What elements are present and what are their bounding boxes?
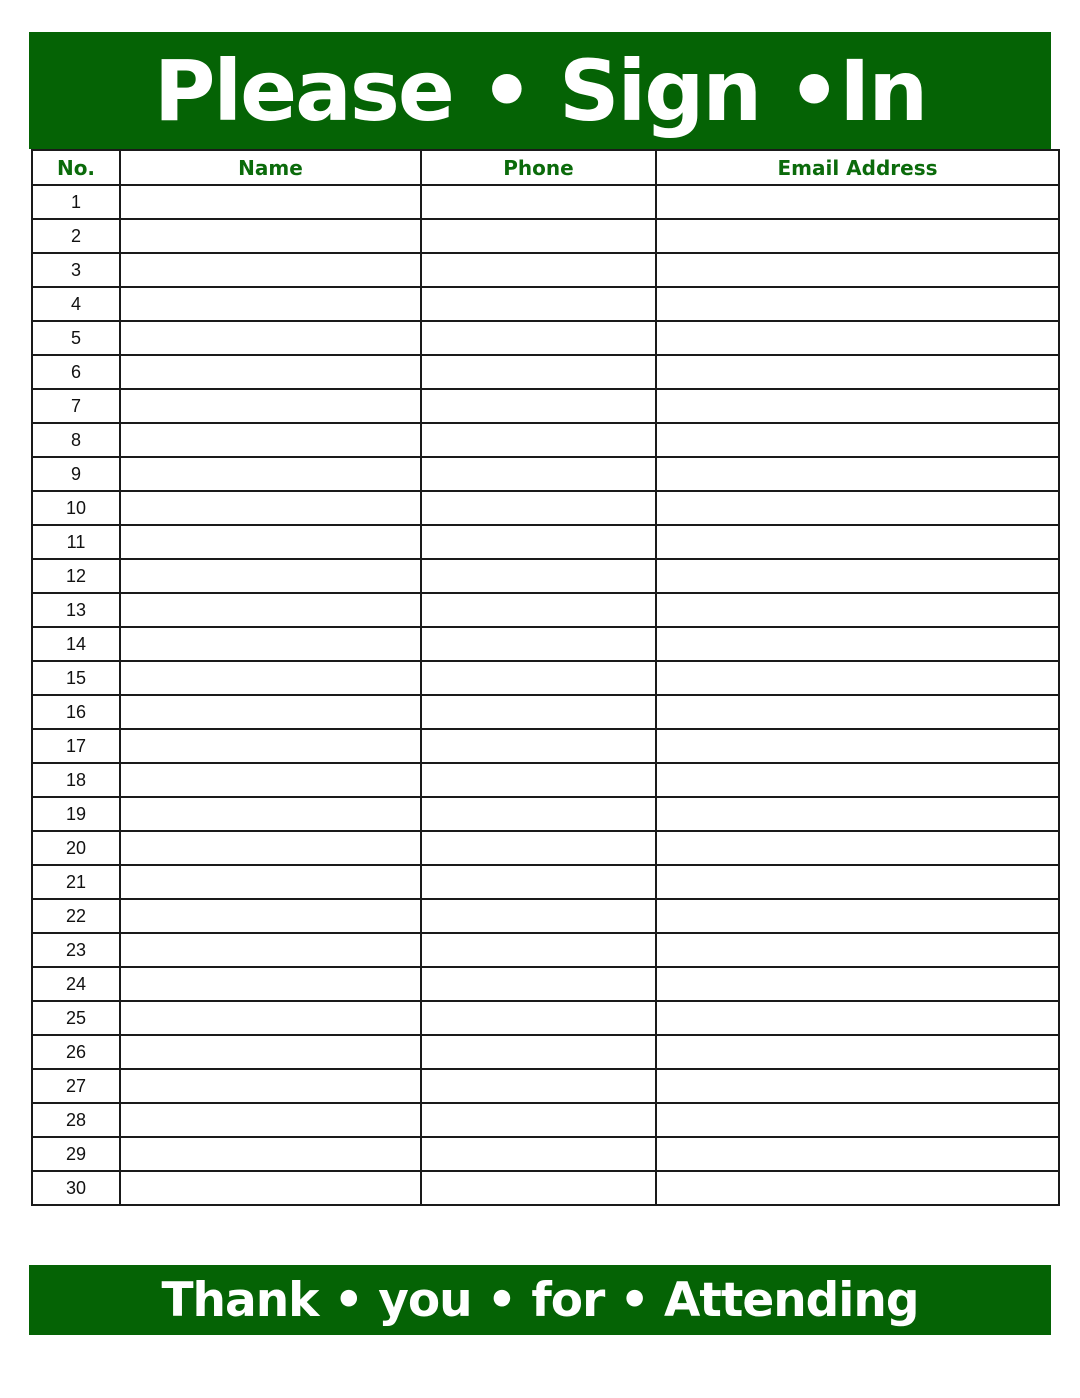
email-cell[interactable] (656, 661, 1059, 695)
row-number: 29 (32, 1137, 120, 1171)
email-cell[interactable] (656, 797, 1059, 831)
name-cell[interactable] (120, 661, 421, 695)
phone-cell[interactable] (421, 457, 656, 491)
phone-cell[interactable] (421, 797, 656, 831)
table-row (32, 321, 1059, 355)
phone-cell[interactable] (421, 287, 656, 321)
email-cell[interactable] (656, 967, 1059, 1001)
table-row (32, 559, 1059, 593)
email-cell[interactable] (656, 423, 1059, 457)
table-row (32, 185, 1059, 219)
name-cell[interactable] (120, 1035, 421, 1069)
phone-cell[interactable] (421, 1069, 656, 1103)
row-number: 11 (32, 525, 120, 559)
name-cell[interactable] (120, 627, 421, 661)
table-row (32, 423, 1059, 457)
name-cell[interactable] (120, 831, 421, 865)
table-row (32, 389, 1059, 423)
name-cell[interactable] (120, 933, 421, 967)
table-row (32, 219, 1059, 253)
email-cell[interactable] (656, 253, 1059, 287)
row-number: 20 (32, 831, 120, 865)
phone-cell[interactable] (421, 831, 656, 865)
table-row (32, 627, 1059, 661)
table-row (32, 1035, 1059, 1069)
row-number: 25 (32, 1001, 120, 1035)
row-number: 30 (32, 1171, 120, 1205)
table-row (32, 1171, 1059, 1205)
row-number: 16 (32, 695, 120, 729)
column-header-email: Email Address (656, 150, 1059, 185)
email-cell[interactable] (656, 593, 1059, 627)
email-cell[interactable] (656, 899, 1059, 933)
table-row (32, 695, 1059, 729)
phone-cell[interactable] (421, 389, 656, 423)
email-cell[interactable] (656, 1001, 1059, 1035)
header-banner (29, 32, 1051, 149)
name-cell[interactable] (120, 1103, 421, 1137)
phone-cell[interactable] (421, 1035, 656, 1069)
phone-cell[interactable] (421, 491, 656, 525)
phone-cell[interactable] (421, 559, 656, 593)
email-cell[interactable] (656, 695, 1059, 729)
table-row (32, 491, 1059, 525)
email-cell[interactable] (656, 1069, 1059, 1103)
phone-cell[interactable] (421, 627, 656, 661)
row-number: 1 (32, 185, 120, 219)
name-cell[interactable] (120, 1069, 421, 1103)
phone-cell[interactable] (421, 899, 656, 933)
column-header-phone: Phone (421, 150, 656, 185)
phone-cell[interactable] (421, 865, 656, 899)
email-cell[interactable] (656, 559, 1059, 593)
row-number: 12 (32, 559, 120, 593)
table-row (32, 1137, 1059, 1171)
name-cell[interactable] (120, 1171, 421, 1205)
row-number: 19 (32, 797, 120, 831)
phone-cell[interactable] (421, 321, 656, 355)
name-cell[interactable] (120, 185, 421, 219)
phone-cell[interactable] (421, 729, 656, 763)
column-header-name: Name (120, 150, 421, 185)
name-cell[interactable] (120, 729, 421, 763)
row-number: 13 (32, 593, 120, 627)
phone-cell[interactable] (421, 253, 656, 287)
phone-cell[interactable] (421, 1103, 656, 1137)
name-cell[interactable] (120, 695, 421, 729)
name-cell[interactable] (120, 423, 421, 457)
name-cell[interactable] (120, 457, 421, 491)
name-cell[interactable] (120, 865, 421, 899)
table-row (32, 1103, 1059, 1137)
name-cell[interactable] (120, 1001, 421, 1035)
email-cell[interactable] (656, 321, 1059, 355)
row-number: 26 (32, 1035, 120, 1069)
name-cell[interactable] (120, 253, 421, 287)
name-cell[interactable] (120, 219, 421, 253)
email-cell[interactable] (656, 287, 1059, 321)
row-number: 3 (32, 253, 120, 287)
page-title: Please • Sign •In (153, 41, 927, 140)
email-cell[interactable] (656, 763, 1059, 797)
phone-cell[interactable] (421, 1137, 656, 1171)
email-cell[interactable] (656, 1035, 1059, 1069)
column-header-no: No. (32, 150, 120, 185)
email-cell[interactable] (656, 627, 1059, 661)
email-cell[interactable] (656, 729, 1059, 763)
table-row (32, 525, 1059, 559)
footer-text: Thank • you • for • Attending (161, 1272, 919, 1328)
row-number: 17 (32, 729, 120, 763)
email-cell[interactable] (656, 185, 1059, 219)
table-row (32, 253, 1059, 287)
email-cell[interactable] (656, 355, 1059, 389)
row-number: 4 (32, 287, 120, 321)
email-cell[interactable] (656, 457, 1059, 491)
name-cell[interactable] (120, 967, 421, 1001)
email-cell[interactable] (656, 1103, 1059, 1137)
table-row (32, 831, 1059, 865)
name-cell[interactable] (120, 287, 421, 321)
row-number: 9 (32, 457, 120, 491)
table-row (32, 865, 1059, 899)
row-number: 28 (32, 1103, 120, 1137)
email-cell[interactable] (656, 1171, 1059, 1205)
name-cell[interactable] (120, 355, 421, 389)
email-cell[interactable] (656, 525, 1059, 559)
row-number: 7 (32, 389, 120, 423)
table-header-row (32, 150, 1059, 185)
row-number: 22 (32, 899, 120, 933)
name-cell[interactable] (120, 525, 421, 559)
table-row (32, 899, 1059, 933)
row-number: 5 (32, 321, 120, 355)
phone-cell[interactable] (421, 423, 656, 457)
email-cell[interactable] (656, 1137, 1059, 1171)
row-number: 21 (32, 865, 120, 899)
phone-cell[interactable] (421, 1001, 656, 1035)
table-row (32, 797, 1059, 831)
table-row (32, 729, 1059, 763)
row-number: 10 (32, 491, 120, 525)
row-number: 8 (32, 423, 120, 457)
row-number: 14 (32, 627, 120, 661)
phone-cell[interactable] (421, 593, 656, 627)
row-number: 15 (32, 661, 120, 695)
table-row (32, 355, 1059, 389)
name-cell[interactable] (120, 763, 421, 797)
name-cell[interactable] (120, 491, 421, 525)
row-number: 24 (32, 967, 120, 1001)
name-cell[interactable] (120, 559, 421, 593)
email-cell[interactable] (656, 831, 1059, 865)
phone-cell[interactable] (421, 967, 656, 1001)
footer-banner (29, 1265, 1051, 1335)
email-cell[interactable] (656, 491, 1059, 525)
phone-cell[interactable] (421, 1171, 656, 1205)
name-cell[interactable] (120, 1137, 421, 1171)
table-row (32, 933, 1059, 967)
table-row (32, 763, 1059, 797)
row-number: 2 (32, 219, 120, 253)
email-cell[interactable] (656, 933, 1059, 967)
email-cell[interactable] (656, 865, 1059, 899)
phone-cell[interactable] (421, 355, 656, 389)
table-row (32, 287, 1059, 321)
row-number: 23 (32, 933, 120, 967)
phone-cell[interactable] (421, 525, 656, 559)
phone-cell[interactable] (421, 185, 656, 219)
phone-cell[interactable] (421, 933, 656, 967)
row-number: 27 (32, 1069, 120, 1103)
table-row (32, 457, 1059, 491)
table-row (32, 593, 1059, 627)
sign-in-table (31, 149, 1060, 1206)
name-cell[interactable] (120, 797, 421, 831)
row-number: 6 (32, 355, 120, 389)
table-row (32, 661, 1059, 695)
table-row (32, 1001, 1059, 1035)
email-cell[interactable] (656, 219, 1059, 253)
email-cell[interactable] (656, 389, 1059, 423)
name-cell[interactable] (120, 389, 421, 423)
name-cell[interactable] (120, 899, 421, 933)
name-cell[interactable] (120, 593, 421, 627)
table-row (32, 967, 1059, 1001)
table-row (32, 1069, 1059, 1103)
phone-cell[interactable] (421, 661, 656, 695)
phone-cell[interactable] (421, 219, 656, 253)
phone-cell[interactable] (421, 763, 656, 797)
row-number: 18 (32, 763, 120, 797)
phone-cell[interactable] (421, 695, 656, 729)
name-cell[interactable] (120, 321, 421, 355)
